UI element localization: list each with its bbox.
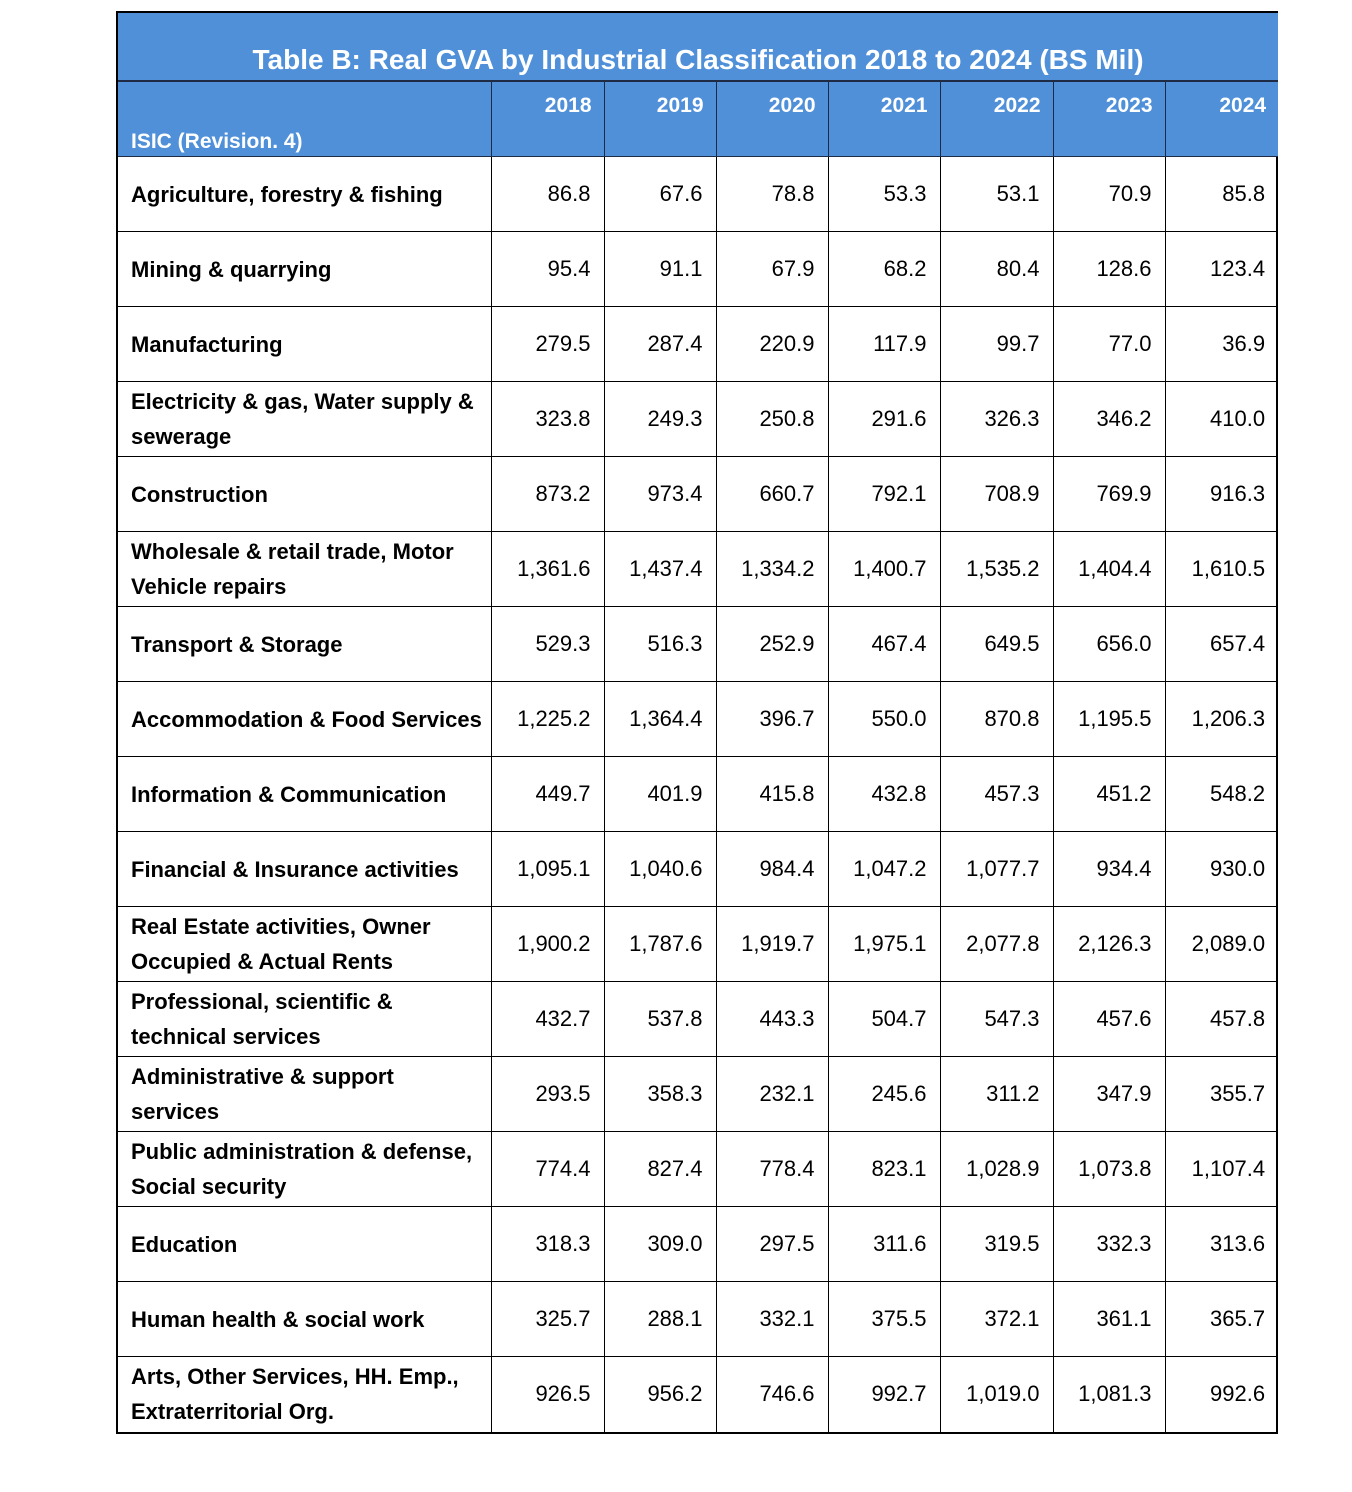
gva-table-container xyxy=(116,11,1278,1434)
value-cell: 656.0 xyxy=(1053,607,1165,682)
value-cell: 1,225.2 xyxy=(491,682,604,757)
value-cell: 1,077.7 xyxy=(940,832,1053,907)
value-cell: 346.2 xyxy=(1053,382,1165,457)
industry-label: Wholesale & retail trade, Motor Vehicle repairs xyxy=(118,532,491,607)
value-cell: 1,081.3 xyxy=(1053,1357,1165,1432)
value-cell: 1,095.1 xyxy=(491,832,604,907)
value-cell: 769.9 xyxy=(1053,457,1165,532)
value-cell: 973.4 xyxy=(604,457,716,532)
value-cell: 649.5 xyxy=(940,607,1053,682)
value-cell: 53.3 xyxy=(828,157,940,232)
value-cell: 548.2 xyxy=(1165,757,1278,832)
value-cell: 774.4 xyxy=(491,1132,604,1207)
value-cell: 451.2 xyxy=(1053,757,1165,832)
value-cell: 1,404.4 xyxy=(1053,532,1165,607)
value-cell: 1,400.7 xyxy=(828,532,940,607)
value-cell: 660.7 xyxy=(716,457,828,532)
value-cell: 443.3 xyxy=(716,982,828,1057)
value-cell: 1,019.0 xyxy=(940,1357,1053,1432)
value-cell: 291.6 xyxy=(828,382,940,457)
value-cell: 1,073.8 xyxy=(1053,1132,1165,1207)
value-cell: 95.4 xyxy=(491,232,604,307)
year-header: 2020 xyxy=(716,81,828,157)
value-cell: 67.9 xyxy=(716,232,828,307)
value-cell: 746.6 xyxy=(716,1357,828,1432)
value-cell: 372.1 xyxy=(940,1282,1053,1357)
value-cell: 396.7 xyxy=(716,682,828,757)
value-cell: 1,361.6 xyxy=(491,532,604,607)
value-cell: 249.3 xyxy=(604,382,716,457)
value-cell: 77.0 xyxy=(1053,307,1165,382)
value-cell: 1,028.9 xyxy=(940,1132,1053,1207)
value-cell: 1,610.5 xyxy=(1165,532,1278,607)
value-cell: 547.3 xyxy=(940,982,1053,1057)
industry-label: Public administration & defense, Social security xyxy=(118,1132,491,1207)
value-cell: 827.4 xyxy=(604,1132,716,1207)
value-cell: 873.2 xyxy=(491,457,604,532)
value-cell: 358.3 xyxy=(604,1057,716,1132)
value-cell: 1,919.7 xyxy=(716,907,828,982)
value-cell: 220.9 xyxy=(716,307,828,382)
value-cell: 529.3 xyxy=(491,607,604,682)
value-cell: 326.3 xyxy=(940,382,1053,457)
industry-label: Manufacturing xyxy=(118,307,491,382)
industry-label: Arts, Other Services, HH. Emp., Extraterritorial Org. xyxy=(118,1357,491,1432)
year-header: 2021 xyxy=(828,81,940,157)
value-cell: 36.9 xyxy=(1165,307,1278,382)
industry-label: Education xyxy=(118,1207,491,1282)
value-cell: 926.5 xyxy=(491,1357,604,1432)
table-row xyxy=(118,907,1278,982)
value-cell: 355.7 xyxy=(1165,1057,1278,1132)
value-cell: 432.8 xyxy=(828,757,940,832)
value-cell: 870.8 xyxy=(940,682,1053,757)
value-cell: 78.8 xyxy=(716,157,828,232)
value-cell: 550.0 xyxy=(828,682,940,757)
value-cell: 2,089.0 xyxy=(1165,907,1278,982)
value-cell: 232.1 xyxy=(716,1057,828,1132)
table-row xyxy=(118,157,1278,232)
value-cell: 708.9 xyxy=(940,457,1053,532)
header-row xyxy=(118,81,1278,157)
year-header: 2024 xyxy=(1165,81,1278,157)
value-cell: 1,364.4 xyxy=(604,682,716,757)
value-cell: 250.8 xyxy=(716,382,828,457)
industry-label: Mining & quarrying xyxy=(118,232,491,307)
value-cell: 956.2 xyxy=(604,1357,716,1432)
year-header: 2019 xyxy=(604,81,716,157)
value-cell: 449.7 xyxy=(491,757,604,832)
table-row xyxy=(118,982,1278,1057)
industry-label: Transport & Storage xyxy=(118,607,491,682)
value-cell: 325.7 xyxy=(491,1282,604,1357)
value-cell: 934.4 xyxy=(1053,832,1165,907)
value-cell: 80.4 xyxy=(940,232,1053,307)
value-cell: 293.5 xyxy=(491,1057,604,1132)
value-cell: 332.3 xyxy=(1053,1207,1165,1282)
value-cell: 457.6 xyxy=(1053,982,1165,1057)
value-cell: 1,107.4 xyxy=(1165,1132,1278,1207)
value-cell: 992.6 xyxy=(1210,1381,1266,1407)
year-header: 2022 xyxy=(940,81,1053,157)
value-cell: 323.8 xyxy=(491,382,604,457)
value-cell: 1,334.2 xyxy=(716,532,828,607)
industry-label: Information & Communication xyxy=(118,757,491,832)
industry-label: Financial & Insurance activities xyxy=(118,832,491,907)
value-cell: 86.8 xyxy=(491,157,604,232)
isic-column-header: ISIC (Revision. 4) xyxy=(118,81,491,157)
value-cell: 347.9 xyxy=(1053,1057,1165,1132)
industry-label: Real Estate activities, Owner Occupied & Actual Rents xyxy=(118,907,491,982)
value-cell: 432.7 xyxy=(491,982,604,1057)
industry-label: Accommodation & Food Services xyxy=(118,682,491,757)
industry-label: Administrative & support services xyxy=(118,1057,491,1132)
value-cell: 309.0 xyxy=(604,1207,716,1282)
value-cell: 657.4 xyxy=(1165,607,1278,682)
value-cell: 365.7 xyxy=(1165,1282,1278,1357)
value-cell: 361.1 xyxy=(1053,1282,1165,1357)
value-cell: 1,437.4 xyxy=(604,532,716,607)
table-row xyxy=(118,1357,1278,1432)
value-cell: 332.1 xyxy=(716,1282,828,1357)
value-cell: 1,900.2 xyxy=(491,907,604,982)
table-row xyxy=(118,307,1278,382)
year-header: 2018 xyxy=(491,81,604,157)
value-cell: 53.1 xyxy=(940,157,1053,232)
value-cell: 279.5 xyxy=(491,307,604,382)
value-cell: 1,975.1 xyxy=(828,907,940,982)
table-row xyxy=(118,457,1278,532)
value-cell: 457.3 xyxy=(940,757,1053,832)
value-cell: 123.4 xyxy=(1165,232,1278,307)
value-cell: 1,206.3 xyxy=(1165,682,1278,757)
value-cell: 297.5 xyxy=(716,1207,828,1282)
year-header: 2023 xyxy=(1053,81,1165,157)
value-cell: 313.6 xyxy=(1165,1207,1278,1282)
value-cell: 992.7 xyxy=(828,1357,940,1432)
industry-label: Electricity & gas, Water supply & sewerage xyxy=(118,382,491,457)
title-row xyxy=(118,13,1278,81)
value-cell: 537.8 xyxy=(604,982,716,1057)
value-cell: 467.4 xyxy=(828,607,940,682)
value-cell: 401.9 xyxy=(604,757,716,832)
value-cell: 128.6 xyxy=(1053,232,1165,307)
value-cell: 2,126.3 xyxy=(1053,907,1165,982)
value-cell: 252.9 xyxy=(716,607,828,682)
table-row xyxy=(118,832,1278,907)
value-cell: 288.1 xyxy=(604,1282,716,1357)
table-row xyxy=(118,1282,1278,1357)
table-body xyxy=(118,157,1278,1432)
value-cell: 311.6 xyxy=(828,1207,940,1282)
value-cell: 117.9 xyxy=(828,307,940,382)
value-cell: 67.6 xyxy=(604,157,716,232)
value-cell: 2,077.8 xyxy=(940,907,1053,982)
value-cell: 91.1 xyxy=(604,232,716,307)
value-cell: 415.8 xyxy=(716,757,828,832)
value-cell: 319.5 xyxy=(940,1207,1053,1282)
table-row xyxy=(118,532,1278,607)
gva-table xyxy=(118,13,1278,1432)
value-cell: 823.1 xyxy=(828,1132,940,1207)
value-cell: 516.3 xyxy=(604,607,716,682)
table-row xyxy=(118,607,1278,682)
value-cell: 68.2 xyxy=(828,232,940,307)
value-cell: 99.7 xyxy=(940,307,1053,382)
value-cell: 287.4 xyxy=(604,307,716,382)
industry-label: Agriculture, forestry & fishing xyxy=(118,157,491,232)
value-cell: 410.0 xyxy=(1165,382,1278,457)
value-cell: 70.9 xyxy=(1053,157,1165,232)
value-cell: 792.1 xyxy=(828,457,940,532)
value-cell: 311.2 xyxy=(940,1057,1053,1132)
table-row xyxy=(118,682,1278,757)
industry-label: Construction xyxy=(118,457,491,532)
table-title: Table B: Real GVA by Industrial Classification 2018 to 2024 (BS Mil) xyxy=(118,13,1278,81)
value-cell: 778.4 xyxy=(716,1132,828,1207)
value-cell: 1,195.5 xyxy=(1053,682,1165,757)
value-cell: 504.7 xyxy=(828,982,940,1057)
value-cell: 85.8 xyxy=(1165,157,1278,232)
value-cell: 984.4 xyxy=(716,832,828,907)
industry-label: Human health & social work xyxy=(118,1282,491,1357)
table-row xyxy=(118,757,1278,832)
table-row xyxy=(118,1057,1278,1132)
value-cell: 930.0 xyxy=(1165,832,1278,907)
value-cell: 375.5 xyxy=(828,1282,940,1357)
value-cell: 1,047.2 xyxy=(828,832,940,907)
table-row xyxy=(118,1132,1278,1207)
value-cell: 1,535.2 xyxy=(940,532,1053,607)
table-row xyxy=(118,232,1278,307)
value-cell: 318.3 xyxy=(491,1207,604,1282)
value-cell: 916.3 xyxy=(1165,457,1278,532)
value-cell: 245.6 xyxy=(828,1057,940,1132)
value-cell: 1,787.6 xyxy=(604,907,716,982)
value-cell: 1,040.6 xyxy=(604,832,716,907)
table-row xyxy=(118,1207,1278,1282)
industry-label: Professional, scientific & technical services xyxy=(118,982,491,1057)
value-cell: 457.8 xyxy=(1165,982,1278,1057)
table-row xyxy=(118,382,1278,457)
